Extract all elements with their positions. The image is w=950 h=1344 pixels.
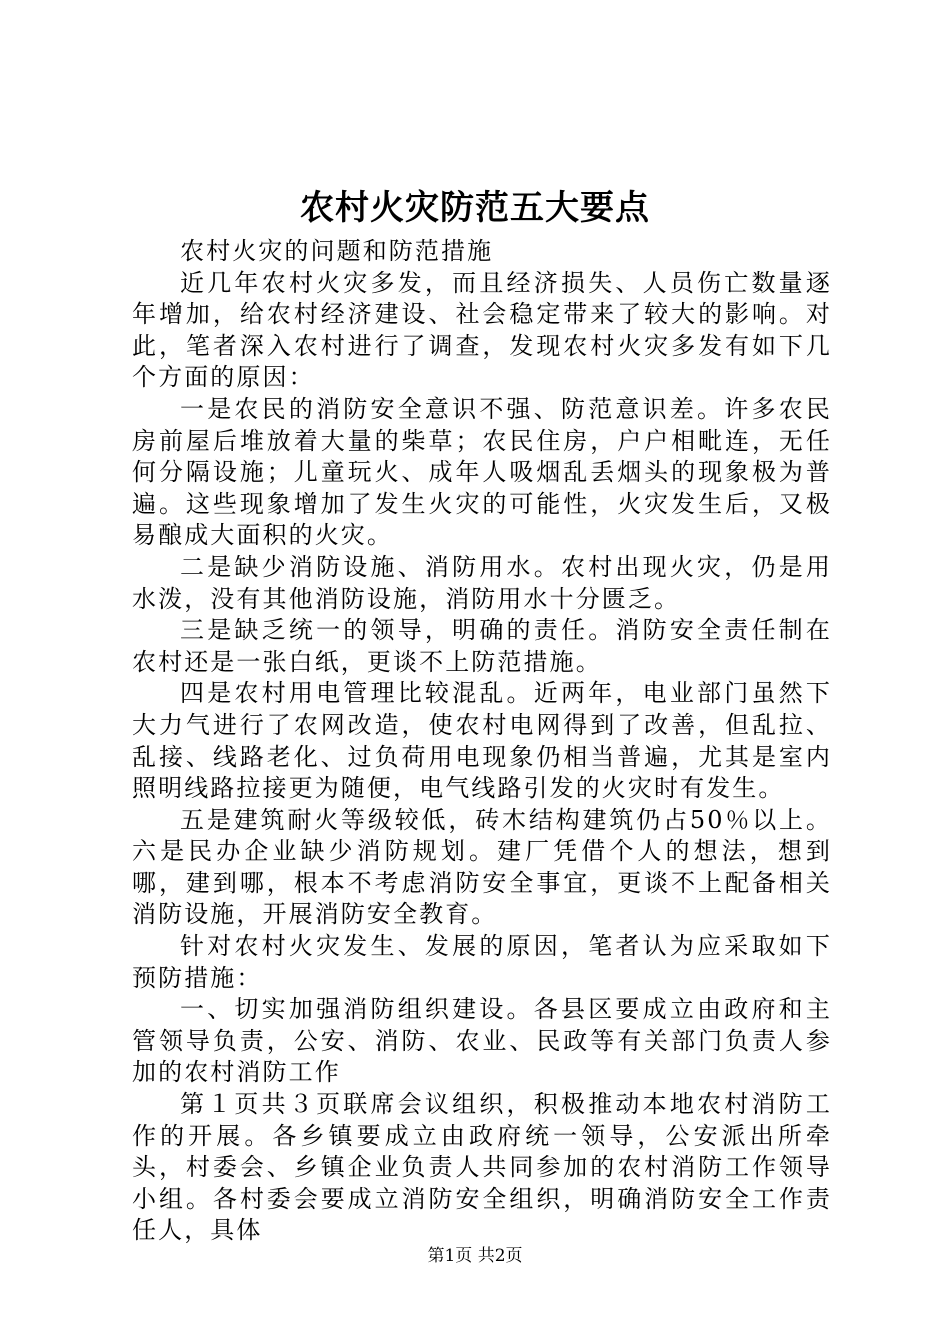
paragraph-measure-1: 一、切实加强消防组织建设。各县区要成立由政府和主管领导负责，公安、消防、农业、民政等有关部门负责人参加的农村消防工作 <box>132 995 832 1087</box>
paragraph-reason-1: 一是农民的消防安全意识不强、防范意识差。许多农民房前屋后堆放着大量的柴草；农民住房，户户相毗连，无任何分隔设施；儿童玩火、成年人吸烟乱丢烟头的现象极为普遍。这些现象增加了发生火灾的可能性，火灾发生后，又极易酿成大面积的火灾。 <box>132 394 832 550</box>
page-footer: 第1页 共2页 <box>427 1246 523 1266</box>
paragraph-subtitle: 农村火灾的问题和防范措施 <box>180 237 494 265</box>
paragraph-intro: 近几年农村火灾多发，而且经济损失、人员伤亡数量逐年增加，给农村经济建设、社会稳定带来了较大的影响。对此，笔者深入农村进行了调查，发现农村火灾多发有如下几个方面的原因： <box>132 268 832 392</box>
paragraph-measure-1-continued: 第１页共３页联席会议组织，积极推动本地农村消防工作的开展。各乡镇要成立由政府统一领导，公安派出所牵头，村委会、乡镇企业负责人共同参加的农村消防工作领导小组。各村委会要成立消防安全组织，明确消防安全工作责任人，具体 <box>132 1090 832 1245</box>
paragraph-reason-4: 四是农村用电管理比较混乱。近两年，电业部门虽然下大力气进行了农网改造，使农村电网得到了改善，但乱拉、乱接、线路老化、过负荷用电现象仍相当普遍，尤其是室内照明线路拉接更为随便，电气线路引发的火灾时有发生。 <box>132 679 832 803</box>
document-title: 农村火灾防范五大要点 <box>300 188 650 228</box>
document-body <box>132 236 832 1247</box>
paragraph-reason-5-6: 五是建筑耐火等级较低，砖木结构建筑仍占50％以上。六是民办企业缺少消防规划。建厂凭借个人的想法，想到哪，建到哪，根本不考虑消防安全事宜，更谈不上配备相关消防设施，开展消防安全教育。 <box>132 805 832 929</box>
paragraph-measures-intro: 针对农村火灾发生、发展的原因，笔者认为应采取如下预防措施： <box>132 932 832 992</box>
paragraph-reason-3: 三是缺乏统一的领导，明确的责任。消防安全责任制在农村还是一张白纸，更谈不上防范措施。 <box>132 616 832 676</box>
paragraph-reason-2: 二是缺少消防设施、消防用水。农村出现火灾，仍是用水泼，没有其他消防设施，消防用水十分匮乏。 <box>132 552 832 613</box>
